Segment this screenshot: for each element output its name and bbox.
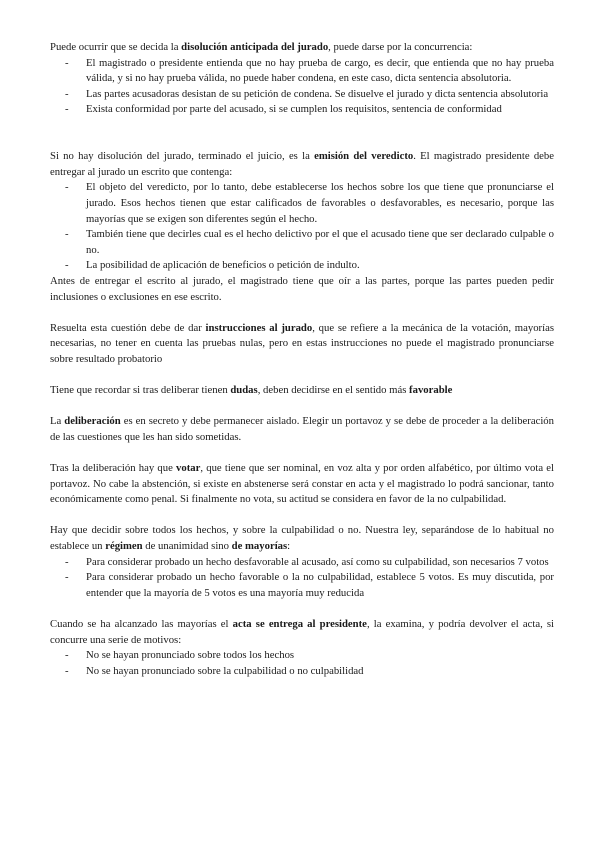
bold-term: de mayorías: [231, 540, 288, 552]
text-span: Puede ocurrir que se decida la: [50, 41, 182, 53]
text-span: Cuando se ha alcanzado las mayorías el: [50, 617, 233, 630]
list-acta: [50, 648, 554, 679]
list-item: - Para considerar probado un hecho favorable o la no culpabilidad, establece 5 votos. Es muy discutida, por entender que la mayoría de 5 votos es una mayoría muy reducida: [50, 570, 554, 601]
paragraph-veredicto: [50, 149, 554, 180]
paragraph-antes-entregar: Antes de entregar el escrito al jurado, el magistrado tiene que oír a las partes, porque las partes pueden pedir inclusiones o exclusiones en ese escrito.: [50, 274, 554, 303]
text-span: , deben decidirse en el sentido más: [257, 384, 410, 397]
paragraph-votar: [50, 461, 554, 508]
bold-term: votar: [176, 462, 201, 475]
list-mayorias: [50, 555, 554, 602]
text-span: :: [287, 540, 291, 552]
bold-term: favorable: [409, 384, 453, 397]
list-item: - Exista conformidad por parte del acusado, si se cumplen los requisitos, sentencia de conformidad: [50, 102, 554, 118]
list-item: - El magistrado o presidente entienda que no hay prueba de cargo, es decir, que entienda que no hay prueba válida, y si no hay prueba válida, no puede haber condena, en este caso, dicta sentencia absolutoria.: [50, 56, 554, 87]
text-span: Resuelta esta cuestión debe de dar: [50, 321, 206, 334]
text-span: , puede darse por la concurrencia:: [328, 41, 473, 53]
bold-term: acta se entrega al presidente: [232, 617, 367, 630]
text-span: , que se refiere a la mecánica de la votación, mayorías necesarias, no tener en cuenta las pruebas nulas, pero en estas instrucciones no puede el magistrado pronunciarse sobre resultado probatorio: [50, 321, 554, 365]
text-span: Hay que decidir sobre todos los hechos, y sobre la culpabilidad o no. Nuestra ley, separándose de lo habitual no establece un: [50, 524, 554, 552]
list-item: - También tiene que decirles cual es el hecho delictivo por el que el acusado tiene que ser declarado culpable o no.: [50, 227, 554, 258]
text-span: Tiene que recordar si tras deliberar tienen: [50, 384, 231, 397]
text-span: Si no hay disolución del jurado, terminado el juicio, es la: [50, 150, 315, 163]
list-disolucion: [50, 56, 554, 118]
document-page: [50, 40, 554, 679]
paragraph-disolucion: [50, 40, 554, 56]
bold-term: deliberación: [64, 415, 121, 428]
list-item: - Para considerar probado un hecho desfavorable al acusado, así como su culpabilidad, son necesarios 7 votos: [50, 555, 554, 571]
text-span: , que tiene que ser nominal, en voz alta y por orden alfabético, por último vota el portavoz. No cabe la abstención, si existe en abstenerse será constar en acta y el magistrado lo podrá sancionar, tanto económicamente como penal. Si finalmente no vota, su actitud se considera en favor de la no culpabilidad.: [50, 462, 554, 506]
text-span: , la examina, y podría devolver el acta, si concurre una serie de motivos:: [50, 617, 555, 646]
text-span: Tras la deliberación hay que: [50, 462, 177, 475]
list-item: - Las partes acusadoras desistan de su petición de condena. Se disuelve el jurado y dicta sentencia absolutoria: [50, 87, 554, 103]
text-span: es en secreto y debe permanecer aislado. Elegir un portavoz y se debe de proceder a la deliberación de las cuestiones que les han sido sometidas.: [50, 415, 554, 443]
bold-term: emisión del veredicto: [314, 150, 414, 163]
paragraph-deliberacion: [50, 414, 554, 445]
list-item: - El objeto del veredicto, por lo tanto, debe establecerse los hechos sobre los que tiene que pronunciarse el jurado. Esos hechos tienen que estar calificados de favorables o desfavorables, es necesario, porque las mayorías que se exigen son diferentes según el hecho.: [50, 180, 554, 227]
paragraph-mayorias: [50, 523, 554, 554]
list-item: - La posibilidad de aplicación de beneficios o petición de indulto.: [50, 258, 554, 274]
paragraph-dudas: [50, 383, 554, 399]
text-span: La: [50, 415, 65, 428]
list-item: - No se hayan pronunciado sobre la culpabilidad o no culpabilidad: [50, 664, 554, 680]
bold-term: régimen: [105, 540, 143, 552]
text-span: . El magistrado presidente debe entregar al jurado un escrito que contenga:: [50, 150, 554, 178]
paragraph-instrucciones: [50, 321, 554, 368]
text-span: de unanimidad sino: [142, 540, 232, 552]
bold-term: dudas: [230, 384, 258, 397]
list-veredicto: [50, 180, 554, 274]
paragraph-acta: [50, 617, 554, 648]
bold-term: disolución anticipada del jurado: [181, 41, 329, 53]
list-item: - No se hayan pronunciado sobre todos los hechos: [50, 648, 554, 664]
bold-term: instrucciones al jurado: [205, 321, 313, 334]
